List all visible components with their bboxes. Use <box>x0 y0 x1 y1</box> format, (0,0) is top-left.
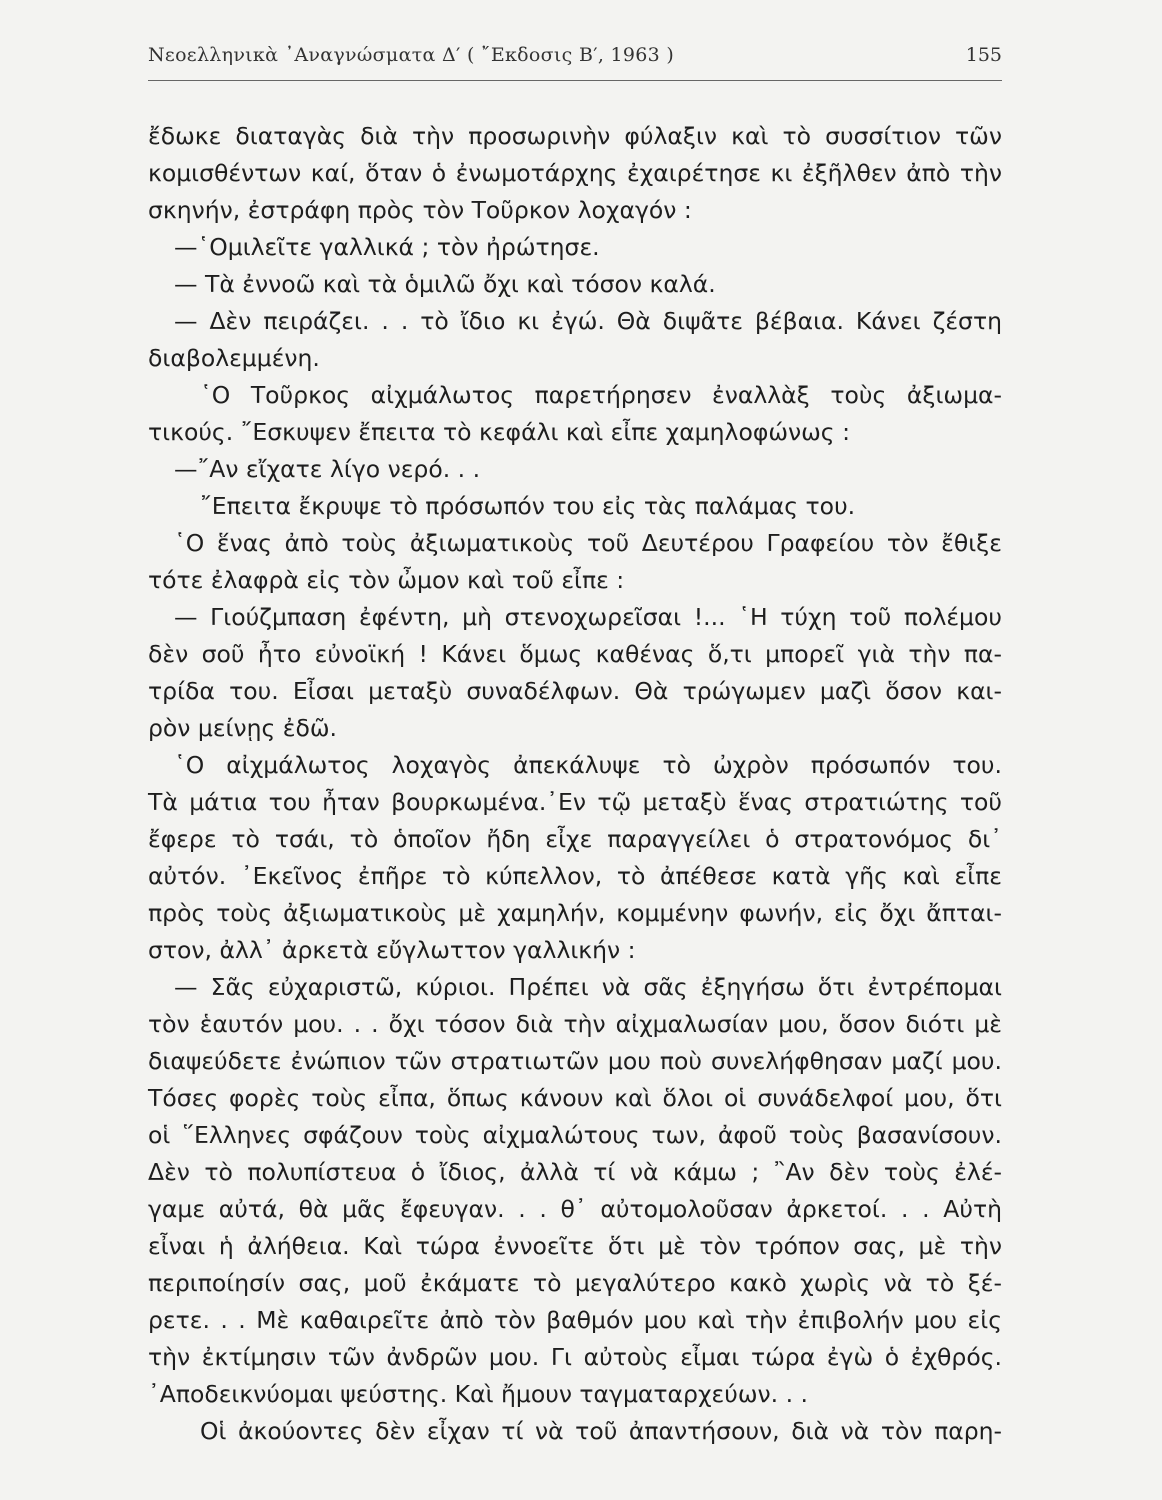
text-line: αὐτόν. ᾿Εκεῖνος ἐπῆρε τὸ κύπελλον, τὸ ἀπέθεσε κατὰ γῆς καὶ εἶπε <box>148 862 1002 890</box>
text-line: ρὸν μείνῃς ἐδῶ. <box>148 714 338 742</box>
header-rule <box>148 80 1002 81</box>
text-line: ῎Επειτα ἔκρυψε τὸ πρόσωπόν του εἰς τὰς παλάμας του. <box>200 492 856 520</box>
text-line: τότε ἐλαφρὰ εἰς τὸν ὦμον καὶ τοῦ εἶπε : <box>148 566 625 594</box>
text-line: οἱ ῞Ελληνες σφάζουν τοὺς αἰχμαλώτους των, ἀφοῦ τοὺς βασανίσουν. <box>148 1121 1002 1149</box>
page-header <box>148 44 1002 78</box>
text-line: ῾Ο αἰχμάλωτος λοχαγὸς ἀπεκάλυψε τὸ ὠχρὸν πρόσωπόν του. <box>174 751 1002 779</box>
text-line: ῾Ο ἕνας ἀπὸ τοὺς ἀξιωματικοὺς τοῦ Δευτέρου Γραφείου τὸν ἔθιξε <box>174 529 1002 557</box>
text-line: ἔφερε τὸ τσάι, τὸ ὁποῖον ἤδη εἶχε παραγγείλει ὁ στρατονόμος δι᾿ <box>148 825 1002 853</box>
text-line: διαψεύδετε ἐνώπιον τῶν στρατιωτῶν μου ποὺ συνελήφθησαν μαζί μου. <box>148 1047 1002 1075</box>
text-line: ρετε. . . Μὲ καθαιρεῖτε ἀπὸ τὸν βαθμόν μου καὶ τὴν ἐπιβολήν μου εἰς <box>148 1306 1002 1334</box>
text-line: Δὲν τὸ πολυπίστευα ὁ ἴδιος, ἀλλὰ τί νὰ κάμω ; ῍Αν δὲν τοὺς ἐλέ- <box>148 1158 1002 1186</box>
text-line: πρὸς τοὺς ἀξιωματικοὺς μὲ χαμηλήν, κομμένην φωνήν, εἰς ὄχι ἄπται- <box>148 899 1002 927</box>
running-title: Νεοελληνικὰ ᾿Αναγνώσματα Δ′ ( ῎Εκδοσις Β′, 1963 ) <box>148 44 675 66</box>
text-line: περιποίησίν σας, μοῦ ἐκάματε τὸ μεγαλύτερο κακὸ χωρὶς νὰ τὸ ξέ- <box>148 1269 1002 1297</box>
text-line: γαμε αὐτά, θὰ μᾶς ἔφευγαν. . . θ᾿ αὐτομολοῦσαν ἀρκετοί. . . Αὐτὴ <box>148 1195 1002 1223</box>
page-number: 155 <box>965 44 1002 66</box>
body-text <box>148 118 1002 1450</box>
text-line: — Δὲν πειράζει. . . τὸ ἴδιο κι ἐγώ. Θὰ διψᾶτε βέβαια. Κάνει ζέστη <box>174 307 1002 335</box>
text-line: τικούς. ῎Εσκυψεν ἔπειτα τὸ κεφάλι καὶ εἶπε χαμηλοφώνως : <box>148 418 850 446</box>
text-line: — Γιούζμπαση ἐφέντη, μὴ στενοχωρεῖσαι !... ῾Η τύχη τοῦ πολέμου <box>174 603 1002 631</box>
text-line: τὴν ἐκτίμησιν τῶν ἀνδρῶν μου. Γι αὐτοὺς εἶμαι τώρα ἐγὼ ὁ ἐχθρός. <box>148 1343 1002 1371</box>
text-line: τὸν ἑαυτόν μου. . . ὄχι τόσον διὰ τὴν αἰχμαλωσίαν μου, ὅσον διότι μὲ <box>148 1010 1002 1038</box>
text-line: εἶναι ἡ ἀλήθεια. Καὶ τώρα ἐννοεῖτε ὅτι μὲ τὸν τρόπον σας, μὲ τὴν <box>148 1232 1002 1260</box>
text-line: τρίδα του. Εἶσαι μεταξὺ συναδέλφων. Θὰ τρώγωμεν μαζὶ ὅσον και- <box>148 677 1002 705</box>
text-line: στον, ἀλλ᾿ ἀρκετὰ εὔγλωττον γαλλικήν : <box>148 936 636 964</box>
text-line: ᾿Αποδεικνύομαι ψεύστης. Καὶ ἤμουν ταγματαρχεύων. . . <box>148 1380 808 1408</box>
text-line: — Σᾶς εὐχαριστῶ, κύριοι. Πρέπει νὰ σᾶς ἐξηγήσω ὅτι ἐντρέπομαι <box>174 973 1002 1001</box>
text-line: διαβολεμμένη. <box>148 344 320 372</box>
text-line: —῾Ομιλεῖτε γαλλικά ; τὸν ἠρώτησε. <box>174 233 600 261</box>
text-line: —῎Αν εἴχατε λίγο νερό. . . <box>174 455 481 483</box>
text-line: κομισθέντων καί, ὅταν ὁ ἐνωμοτάρχης ἐχαιρέτησε κι ἐξῆλθεν ἀπὸ τὴν <box>148 159 1002 187</box>
text-line: σκηνήν, ἐστράφη πρὸς τὸν Τοῦρκον λοχαγόν : <box>148 196 692 224</box>
text-line: Τόσες φορὲς τοὺς εἶπα, ὅπως κάνουν καὶ ὅλοι οἱ συνάδελφοί μου, ὅτι <box>148 1084 1002 1112</box>
text-line: ῾Ο Τοῦρκος αἰχμάλωτος παρετήρησεν ἐναλλὰξ τοὺς ἀξιωμα- <box>200 381 1002 409</box>
text-line: ἔδωκε διαταγὰς διὰ τὴν προσωρινὴν φύλαξιν καὶ τὸ συσσίτιον τῶν <box>148 122 1002 150</box>
text-line: — Τὰ ἐννοῶ καὶ τὰ ὁμιλῶ ὄχι καὶ τόσον καλά. <box>174 270 716 298</box>
text-line: Τὰ μάτια του ἦταν βουρκωμένα.᾿Εν τῷ μεταξὺ ἕνας στρατιώτης τοῦ <box>148 788 1002 816</box>
text-line: Οἱ ἀκούοντες δὲν εἶχαν τί νὰ τοῦ ἀπαντήσουν, διὰ νὰ τὸν παρη- <box>200 1417 1002 1445</box>
text-line: δὲν σοῦ ἦτο εὐνοϊκή ! Κάνει ὅμως καθένας ὅ,τι μπορεῖ γιὰ τὴν πα- <box>148 640 1002 668</box>
